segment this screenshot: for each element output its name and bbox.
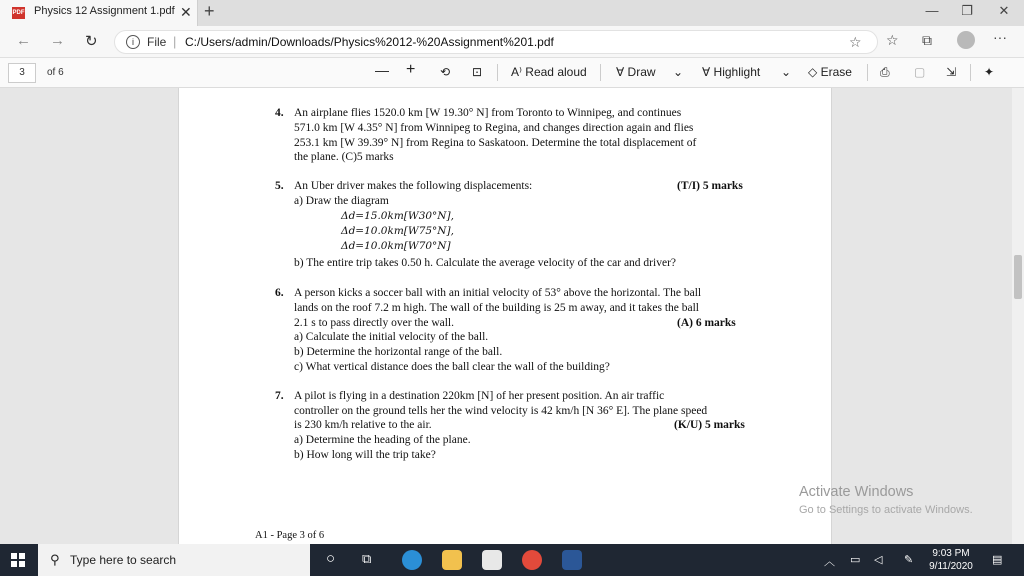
restore-button[interactable]: ❐ — [961, 3, 973, 18]
battery-icon[interactable]: ▭ — [850, 554, 861, 566]
save-as-icon[interactable]: ⇲ — [946, 65, 957, 79]
pdf-icon: PDF — [12, 7, 25, 19]
q4-line-4: the plane. (C)5 marks — [294, 151, 394, 163]
browser-tab[interactable] — [0, 0, 198, 26]
q5-marks: (T/I) 5 marks — [677, 180, 743, 192]
page-total: of 6 — [47, 67, 64, 78]
info-icon[interactable]: i — [126, 35, 140, 49]
page-number-input[interactable]: 3 — [8, 63, 36, 83]
navigation-bar — [0, 26, 1024, 58]
toolbar-divider — [497, 64, 498, 81]
file-explorer-icon[interactable] — [442, 550, 462, 570]
highlight-options-chevron-icon[interactable]: ⌄ — [781, 65, 792, 79]
read-aloud-icon: A⁾ — [511, 65, 526, 79]
toolbar-divider — [600, 64, 601, 81]
highlight-icon: ∀ — [702, 65, 714, 79]
q6-part-b: b) Determine the horizontal range of the ball. — [294, 346, 503, 358]
page-footer: A1 - Page 3 of 6 — [255, 530, 325, 541]
clock-date: 9/11/2020 — [929, 561, 973, 572]
read-aloud-button[interactable] — [511, 65, 587, 79]
clock-time: 9:03 PM — [932, 548, 970, 559]
toolbar-divider — [970, 64, 971, 81]
q7-marks: (K/U) 5 marks — [674, 419, 745, 431]
pdf-page — [178, 88, 832, 544]
draw-button[interactable] — [616, 65, 656, 79]
highlight-button[interactable] — [702, 65, 760, 79]
toolbar-divider — [867, 64, 868, 81]
question-number: 4. — [275, 107, 284, 119]
minimize-button[interactable]: — — [925, 3, 939, 18]
eraser-icon: ◇ — [808, 65, 821, 79]
print-icon[interactable]: ⎙ — [880, 65, 890, 79]
erase-label: Erase — [820, 65, 852, 79]
tab-bar — [0, 0, 1024, 26]
close-window-button[interactable]: ✕ — [998, 3, 1010, 18]
q5-equation-2: Δd=10.0km[W75°N], — [341, 225, 454, 237]
chrome-icon[interactable] — [522, 550, 542, 570]
tab-title: Physics 12 Assignment 1.pdf — [34, 5, 175, 17]
address-prefix: File — [147, 35, 167, 49]
pen-icon[interactable]: ✎ — [904, 554, 914, 566]
vertical-scrollbar[interactable] — [1012, 88, 1024, 544]
q6-marks: (A) 6 marks — [677, 317, 736, 329]
rotate-icon[interactable]: ⟲ — [440, 65, 451, 79]
read-aloud-label: Read aloud — [525, 65, 587, 79]
q7-line-1: A pilot is flying in a destination 220km [N] of her present position. An air traffic — [294, 390, 665, 402]
q5-part-b: b) The entire trip takes 0.50 h. Calculate the average velocity of the car and driver? — [294, 257, 676, 269]
address-url[interactable]: C:/Users/admin/Downloads/Physics%2012-%20Assignment%201.pdf — [185, 35, 554, 49]
show-hidden-icons-chevron-icon[interactable]: ︿ — [824, 556, 835, 568]
back-icon[interactable]: ← — [16, 32, 31, 49]
pin-toolbar-icon[interactable]: ✦ — [984, 65, 995, 79]
word-icon[interactable] — [562, 550, 582, 570]
q5-equation-3: Δd=10.0km[W70°N] — [341, 240, 451, 252]
search-placeholder: Type here to search — [70, 553, 177, 567]
more-menu-icon[interactable]: ··· — [993, 29, 1007, 45]
avatar[interactable] — [957, 31, 975, 49]
draw-label: Draw — [627, 65, 656, 79]
q4-line-2: 571.0 km [W 4.35° N] from Winnipeg to Regina, and changes direction again and flies — [294, 122, 694, 134]
address-bar[interactable] — [114, 30, 878, 54]
favorites-icon[interactable]: ☆ — [886, 32, 899, 48]
q6-part-c: c) What vertical distance does the ball clear the wall of the building? — [294, 361, 610, 373]
question-number: 6. — [275, 287, 284, 299]
highlight-label: Highlight — [713, 65, 761, 79]
windows-start-icon[interactable] — [11, 553, 25, 567]
q7-part-a: a) Determine the heading of the plane. — [294, 434, 471, 446]
forward-icon[interactable]: → — [50, 32, 65, 49]
document-viewport[interactable] — [0, 88, 1012, 544]
address-separator: | — [173, 34, 177, 49]
pdf-toolbar — [0, 58, 1024, 88]
favorite-star-icon[interactable]: ☆ — [849, 34, 862, 50]
activate-windows-subtitle[interactable]: Go to Settings to activate Windows. — [799, 504, 973, 516]
q5-intro: An Uber driver makes the following displacements: — [294, 180, 533, 192]
activate-windows-title: Activate Windows — [799, 484, 914, 500]
draw-icon: ∀ — [616, 65, 628, 79]
store-icon[interactable] — [482, 550, 502, 570]
taskbar-search-box[interactable] — [38, 544, 310, 576]
edge-browser-icon[interactable] — [402, 550, 422, 570]
q4-line-3: 253.1 km [W 39.39° N] from Regina to Saskatoon. Determine the total displacement of — [294, 137, 697, 149]
notifications-icon[interactable]: ▤ — [992, 554, 1003, 566]
task-view-icon[interactable]: ⧉ — [362, 551, 372, 566]
scrollbar-thumb[interactable] — [1014, 255, 1022, 299]
q7-line-3: is 230 km/h relative to the air. — [294, 419, 432, 431]
new-tab-button[interactable]: + — [204, 1, 215, 21]
q6-line-3: 2.1 s to pass directly over the wall. — [294, 317, 455, 329]
q7-line-2: controller on the ground tells her the wind velocity is 42 km/h [N 36° E]. The plane speed — [294, 405, 708, 417]
q4-line-1: An airplane flies 1520.0 km [W 19.30° N] from Toronto to Winnipeg, and continues — [294, 107, 682, 119]
volume-icon[interactable]: ◁ — [874, 554, 883, 566]
q7-part-b: b) How long will the trip take? — [294, 449, 436, 461]
q6-line-2: lands on the roof 7.2 m high. The wall of the building is 25 m away, and it takes the ball — [294, 302, 699, 314]
draw-options-chevron-icon[interactable]: ⌄ — [673, 65, 684, 79]
refresh-icon[interactable]: ↻ — [85, 33, 98, 50]
zoom-out-icon[interactable]: — — [375, 62, 389, 78]
taskbar-clock[interactable] — [920, 547, 982, 573]
erase-button[interactable] — [808, 65, 852, 79]
search-icon: ⚲ — [50, 552, 60, 567]
q5-part-a: a) Draw the diagram — [294, 195, 389, 207]
fit-page-icon[interactable]: ⊡ — [472, 65, 483, 79]
save-icon[interactable]: ▢ — [914, 65, 926, 79]
question-number: 5. — [275, 180, 284, 192]
collections-icon[interactable]: ⧉ — [922, 32, 932, 48]
q6-line-1: A person kicks a soccer ball with an initial velocity of 53° above the horizontal. The ball — [294, 287, 702, 299]
cortana-icon[interactable]: ○ — [326, 550, 336, 567]
question-number: 7. — [275, 390, 284, 402]
taskbar — [0, 544, 1024, 576]
close-tab-icon[interactable]: ✕ — [180, 4, 192, 20]
zoom-in-icon[interactable]: + — [406, 61, 416, 78]
q6-part-a: a) Calculate the initial velocity of the ball. — [294, 331, 489, 343]
q5-equation-1: Δd=15.0km[W30°N], — [341, 210, 454, 222]
